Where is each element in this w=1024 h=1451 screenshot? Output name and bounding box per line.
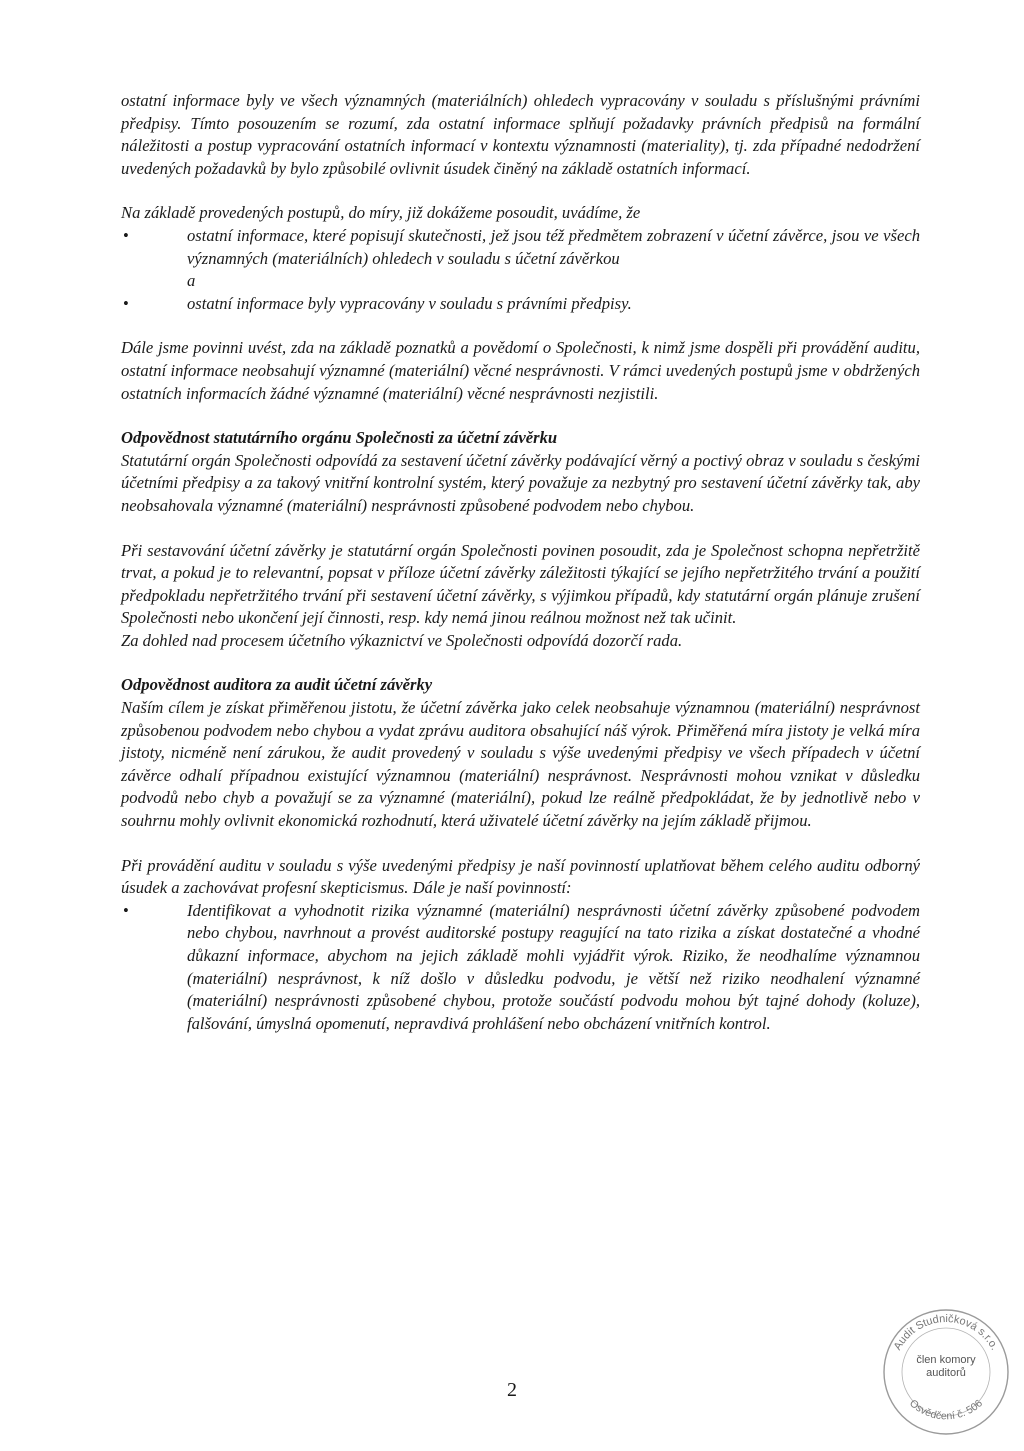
paragraph-procedures-intro: Na základě provedených postupů, do míry, již dokážeme posoudit, uvádíme, že (121, 203, 641, 223)
list-item (121, 225, 920, 270)
stamp-center-line-1: člen komory (916, 1354, 976, 1366)
auditor-stamp (876, 1302, 1016, 1442)
paragraph-audit-duties-intro: Při provádění auditu v souladu s výše uvedenými předpisy je naší povinností uplatňovat během celého auditu odborný úsudek a zachovávat profesní skepticismus. Dále je naší povinností: (121, 855, 920, 898)
list-connector (121, 270, 920, 293)
bullet-icon: • (123, 293, 129, 313)
paragraph-going-concern: Při sestavování účetní závěrky je statutární orgán Společnosti povinen posoudit, zda je Společnost schopna nepřetržitě trvat, a pokud je to relevantní, popsat v příloze účetní závěrky záležitosti týkající se jejího nepřetržitého trvání a použití předpokladu nepřetržitého trvání při sestavení účetní závěrky, s výjimkou případů, kdy statutární orgán plánuje zrušení Společnosti nebo ukončení její činnosti, resp. kdy nemá jinou reálnou možnost než tak učinit. (121, 540, 920, 628)
section-heading-auditor-responsibility: Odpovědnost auditora za audit účetní závěrky (121, 675, 433, 695)
svg-text:Audit Studničková s.r.o. (892, 1313, 1001, 1352)
paragraph-other-information-assessment: ostatní informace byly ve všech významných (materiálních) ohledech vypracovány v souladu s příslušnými právními předpisy. Tímto posouzením se rozumí, zda ostatní informace splňují požadavky právních předpisů na formální náležitosti a postup vypracování ostatních informací v kontextu významnosti (materiality), tj. zda případné nedodržení uvedených požadavků by bylo způsobilé ovlivnit úsudek činěný na základě ostatních informací. (121, 91, 920, 178)
section-heading-management-responsibility: Odpovědnost statutárního orgánu Společnosti za účetní závěrku (121, 428, 558, 448)
bullet-icon: • (123, 225, 129, 245)
list-item (121, 293, 920, 316)
paragraph-management-responsibility: Statutární orgán Společnosti odpovídá za sestavení účetní závěrky podávající věrný a poctivý obraz v souladu s českými účetními předpisy a za takový vnitřní kontrolní systém, který považuje za nezbytný pro sestavení účetní závěrky tak, aby neobsahovala významné (materiální) nesprávnosti způsobené podvodem nebo chybou. (121, 450, 920, 515)
paragraph-misstatement-statement: Dále jsme povinni uvést, zda na základě poznatků a povědomí o Společnosti, k nimž jsme dospěli při provádění auditu, ostatní informace neobsahují významné (materiální) věcné nesprávnosti. V rámci uvedených postupů jsme v obdržených ostatních informacích žádné významné (materiální) věcné nesprávnosti nezjistili. (121, 338, 920, 403)
stamp-center-line-2: auditorů (926, 1367, 966, 1379)
audit-duties-bullet-list (121, 900, 920, 1036)
list-item-text: Identifikovat a vyhodnotit rizika významné (materiální) nesprávnosti účetní závěrky způsobené podvodem nebo chybou, navrhnout a provést auditorské postupy reagující na tato rizika a získat dostatečné a vhodné důkazní informace, abychom na jejich základě mohli vyjádřit výrok. Riziko, že neodhalíme významnou (materiální) nesprávnost, k níž došlo v důsledku podvodu, je větší než riziko neodhalení významné (materiální) nesprávnosti způsobené chybou, protože součástí podvodu mohou být tajné dohody (koluze), falšování, úmyslná opomenutí, nepravdivá prohlášení nebo obcházení vnitřních kontrol. (187, 900, 920, 1033)
svg-text:Osvědčení č. 506 (907, 1397, 985, 1422)
bullet-icon: • (123, 900, 129, 920)
paragraph-supervisory-board: Za dohled nad procesem účetního výkaznictví ve Společnosti odpovídá dozorčí rada. (121, 630, 683, 650)
document-page (121, 90, 920, 1057)
stamp-license-text: Osvědčení č. 506 (907, 1397, 985, 1423)
page-number: 2 (507, 1379, 517, 1401)
list-item-text: ostatní informace byly vypracovány v souladu s právními předpisy. (187, 293, 632, 313)
stamp-center (876, 1354, 1016, 1380)
paragraph-audit-objective: Naším cílem je získat přiměřenou jistotu, že účetní závěrka jako celek neobsahuje významnou (materiální) nesprávnost způsobenou podvodem nebo chybou a vydat zprávu auditora obsahující náš výrok. Přiměřená míra jistoty je velká míra jistoty, nicméně není zárukou, že audit provedený v souladu s výše uvedenými předpisy ve všech případech v účetní závěrce odhalí případnou existující významnou (materiální) nesprávnost. Nesprávnosti mohou vznikat v důsledku podvodů nebo chyb a považují se za významné (materiální), pokud lze reálně předpokládat, že by jednotlivě nebo v souhrnu mohly ovlivnit ekonomická rozhodnutí, která uživatelé účetní závěrky na jejím základě přijmou. (121, 698, 920, 831)
procedures-bullet-list (121, 225, 920, 315)
stamp-ring-text: Audit Studničková s.r.o. (891, 1312, 1001, 1353)
connector-text: a (187, 271, 196, 291)
list-item-text: ostatní informace, které popisují skutečnosti, jež jsou též předmětem zobrazení v účetní závěrce, jsou ve všech významných (materiálních) ohledech v souladu s účetní závěrkou (187, 225, 920, 268)
list-item (121, 900, 920, 1036)
